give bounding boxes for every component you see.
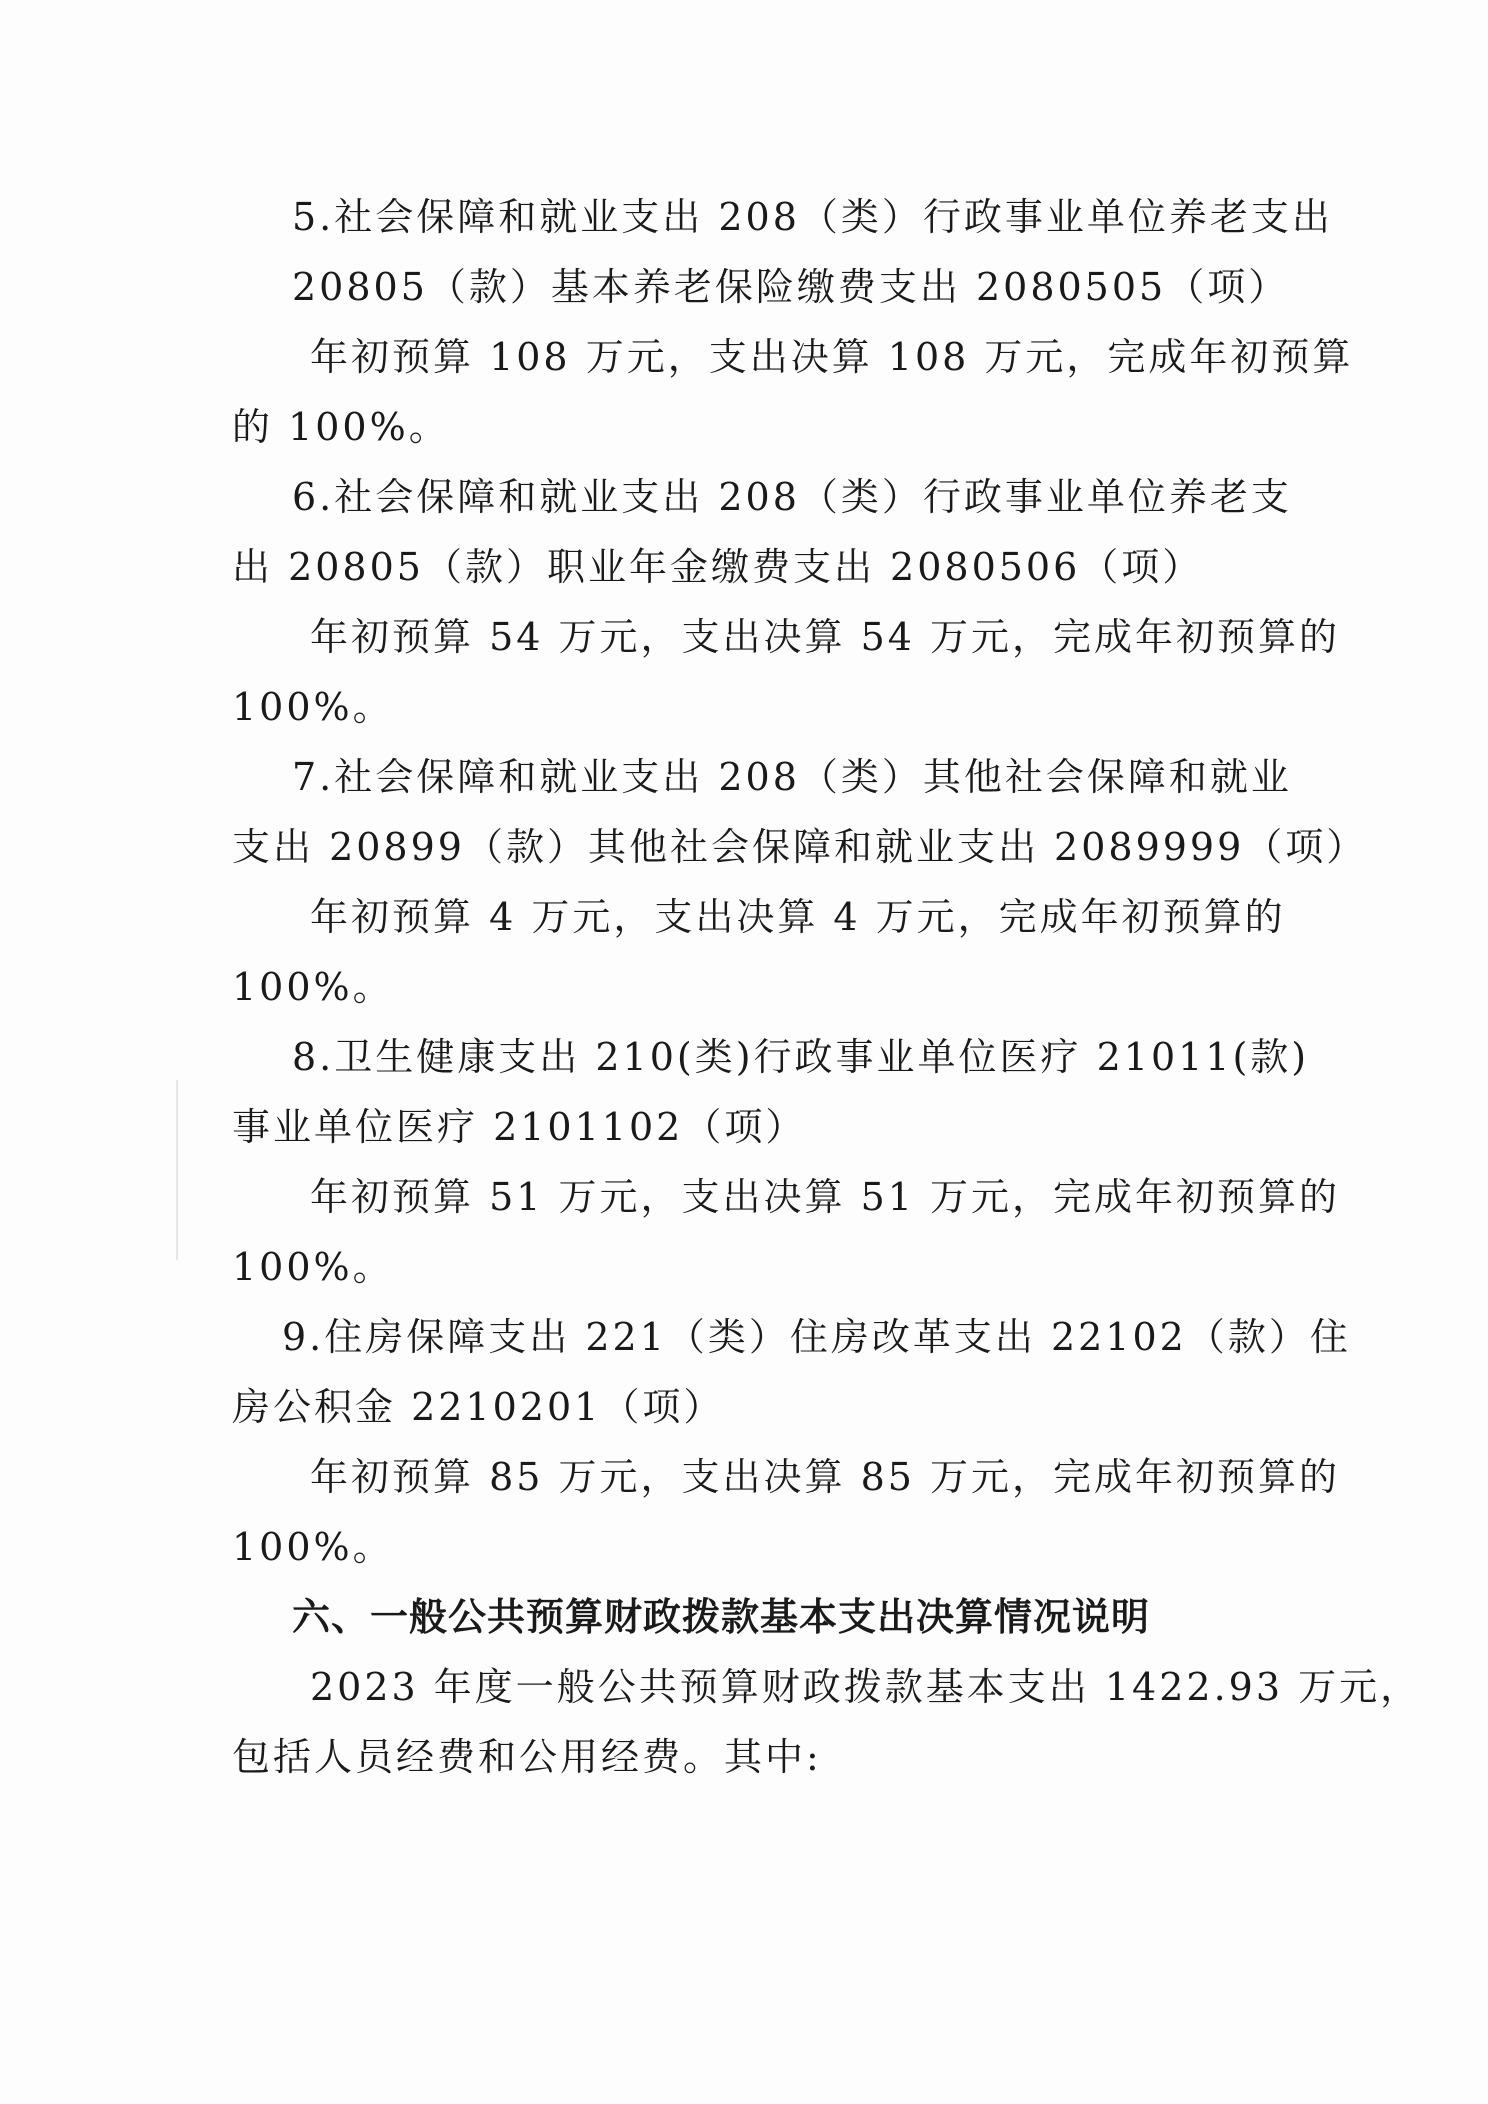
item-6 bbox=[232, 462, 1341, 742]
section-heading: 六、一般公共预算财政拨款基本支出决算情况说明 bbox=[292, 1595, 1151, 1639]
document-body bbox=[232, 182, 1422, 1792]
item-5 bbox=[232, 182, 1354, 462]
item-body-line: 100%。 bbox=[232, 1245, 394, 1289]
item-8 bbox=[232, 1022, 1341, 1302]
scan-edge-mark bbox=[176, 1080, 178, 1260]
item-body-line: 100%。 bbox=[232, 685, 394, 729]
item-body-line: 年初预算 108 万元，支出决算 108 万元，完成年初预算 bbox=[310, 335, 1354, 379]
item-title-line: 6.社会保障和就业支出 208（类）行政事业单位养老支 bbox=[292, 475, 1292, 519]
item-title-line: 5.社会保障和就业支出 208（类）行政事业单位养老支出 bbox=[292, 195, 1333, 239]
item-title-line: 20805（款）基本养老保险缴费支出 2080505（项） bbox=[292, 265, 1290, 309]
item-title-line: 9.住房保障支出 221（类）住房改革支出 22102（款）住 bbox=[282, 1315, 1351, 1359]
item-title-line: 7.社会保障和就业支出 208（类）其他社会保障和就业 bbox=[292, 755, 1292, 799]
item-title-line: 支出 20899（款）其他社会保障和就业支出 2089999（项） bbox=[232, 825, 1368, 869]
item-body-line: 的 100%。 bbox=[232, 405, 450, 449]
item-body-line: 100%。 bbox=[232, 965, 394, 1009]
item-body-line: 100%。 bbox=[232, 1525, 394, 1569]
item-body-line: 年初预算 54 万元，支出决算 54 万元，完成年初预算的 bbox=[310, 615, 1341, 659]
summary-line: 2023 年度一般公共预算财政拨款基本支出 1422.93 万元， bbox=[310, 1665, 1422, 1709]
item-title-line: 8.卫生健康支出 210(类)行政事业单位医疗 21011(款) bbox=[292, 1035, 1310, 1079]
summary-line: 包括人员经费和公用经费。其中: bbox=[232, 1735, 822, 1779]
item-body-line: 年初预算 51 万元，支出决算 51 万元，完成年初预算的 bbox=[310, 1175, 1341, 1219]
item-7 bbox=[232, 742, 1368, 1022]
item-body-line: 年初预算 4 万元，支出决算 4 万元，完成年初预算的 bbox=[310, 895, 1286, 939]
item-title-line: 房公积金 2210201（项） bbox=[232, 1385, 725, 1429]
item-title-line: 出 20805（款）职业年金缴费支出 2080506（项） bbox=[232, 545, 1204, 589]
item-body-line: 年初预算 85 万元，支出决算 85 万元，完成年初预算的 bbox=[310, 1455, 1341, 1499]
item-9 bbox=[232, 1302, 1351, 1582]
item-title-line: 事业单位医疗 2101102（项） bbox=[232, 1105, 807, 1149]
